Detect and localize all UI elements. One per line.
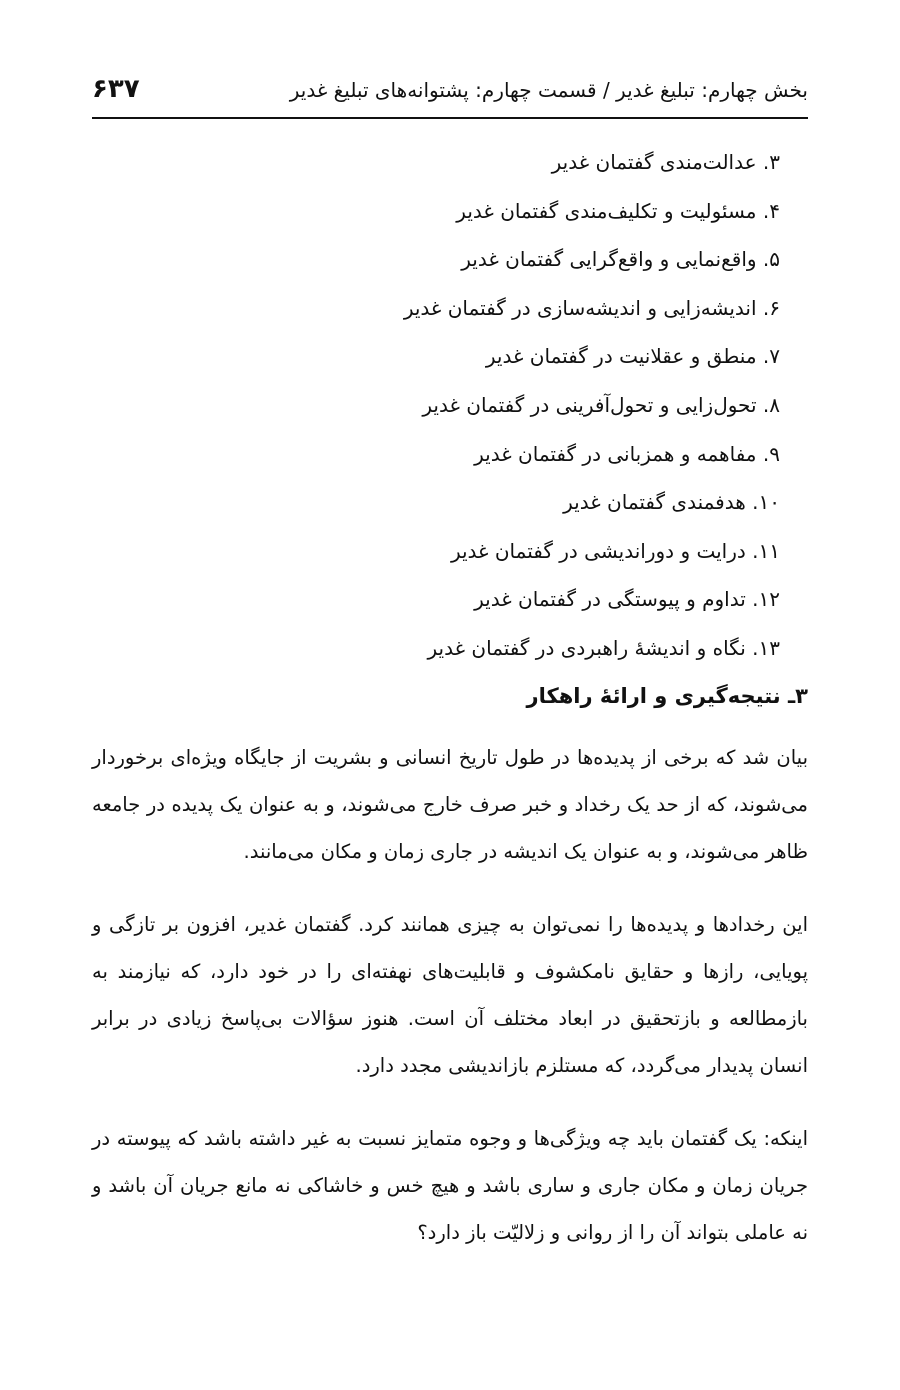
list-item: ۳. عدالت‌مندی گفتمان غدیر (551, 150, 780, 174)
paragraph: اینکه: یک گفتمان باید چه ویژگی‌ها و وجوه متمایز نسبت به غیر داشته باشد که پیوسته در جریان زمان و مکان جاری و ساری باشد و هیچ خس و خاشاکی نه مانع جریان آن باشد و نه عاملی بتواند آن را از روانی و زلالیّت باز دارد؟ (92, 1127, 808, 1244)
list-item: ۱۲. تداوم و پیوستگی در گفتمان غدیر (474, 587, 780, 612)
list-item: ۸. تحول‌زایی و تحول‌آفرینی در گفتمان غدیر (422, 392, 780, 417)
header-title: بخش چهارم: تبلیغ غدیر / قسمت چهارم: پشتوانه‌های تبلیغ غدیر (289, 78, 808, 102)
list-item: ۹. مفاهمه و همزبانی در گفتمان غدیر (474, 441, 780, 466)
numbered-list (404, 142, 780, 677)
section-heading: ۳ـ نتیجه‌گیری و ارائهٔ راهکار (526, 684, 808, 708)
header-divider (92, 117, 808, 119)
running-header (92, 74, 808, 114)
paragraph: بیان شد که برخی از پدیده‌ها در طول تاریخ انسانی و بشریت از جایگاه ویژه‌ای برخوردار می‌شوند، که از حد یک رخداد و خبر صرف خارج می‌شوند، و به عنوان یک پدیده در جامعه ظاهر می‌شوند، و به عنوان یک اندیشه در جاری زمان و مکان می‌مانند. (92, 746, 808, 863)
list-item: ۵. واقع‌نمایی و واقع‌گرایی گفتمان غدیر (461, 247, 780, 272)
list-item: ۱۱. درایت و دوراندیشی در گفتمان غدیر (450, 538, 780, 563)
book-page (92, 0, 808, 1390)
section-body (92, 734, 808, 1256)
paragraph: این رخدادها و پدیده‌ها را نمی‌توان به چیزی همانند کرد. گفتمان غدیر، افزون بر تازگی و پویایی، رازها و حقایق نامکشوف و قابلیت‌های نهفته‌ای را در خود دارد، که نیازمند به بازمطالعه و بازتحقیق در ابعاد مختلف آن است. هنوز سؤالات بی‌پاسخ زیادی در برابر انسان پدیدار می‌گردد، که مستلزم بازاندیشی مجدد دارد. (92, 913, 808, 1077)
list-item: ۱۰. هدفمندی گفتمان غدیر (563, 490, 780, 515)
list-item: ۶. اندیشه‌زایی و اندیشه‌سازی در گفتمان غدیر (403, 295, 780, 320)
list-item: ۱۳. نگاه و اندیشهٔ راهبردی در گفتمان غدیر (427, 635, 780, 660)
page-number: ۶۳۷ (92, 74, 140, 104)
list-item: ۷. منطق و عقلانیت در گفتمان غدیر (485, 344, 780, 369)
list-item: ۴. مسئولیت و تکلیف‌مندی گفتمان غدیر (456, 198, 780, 223)
